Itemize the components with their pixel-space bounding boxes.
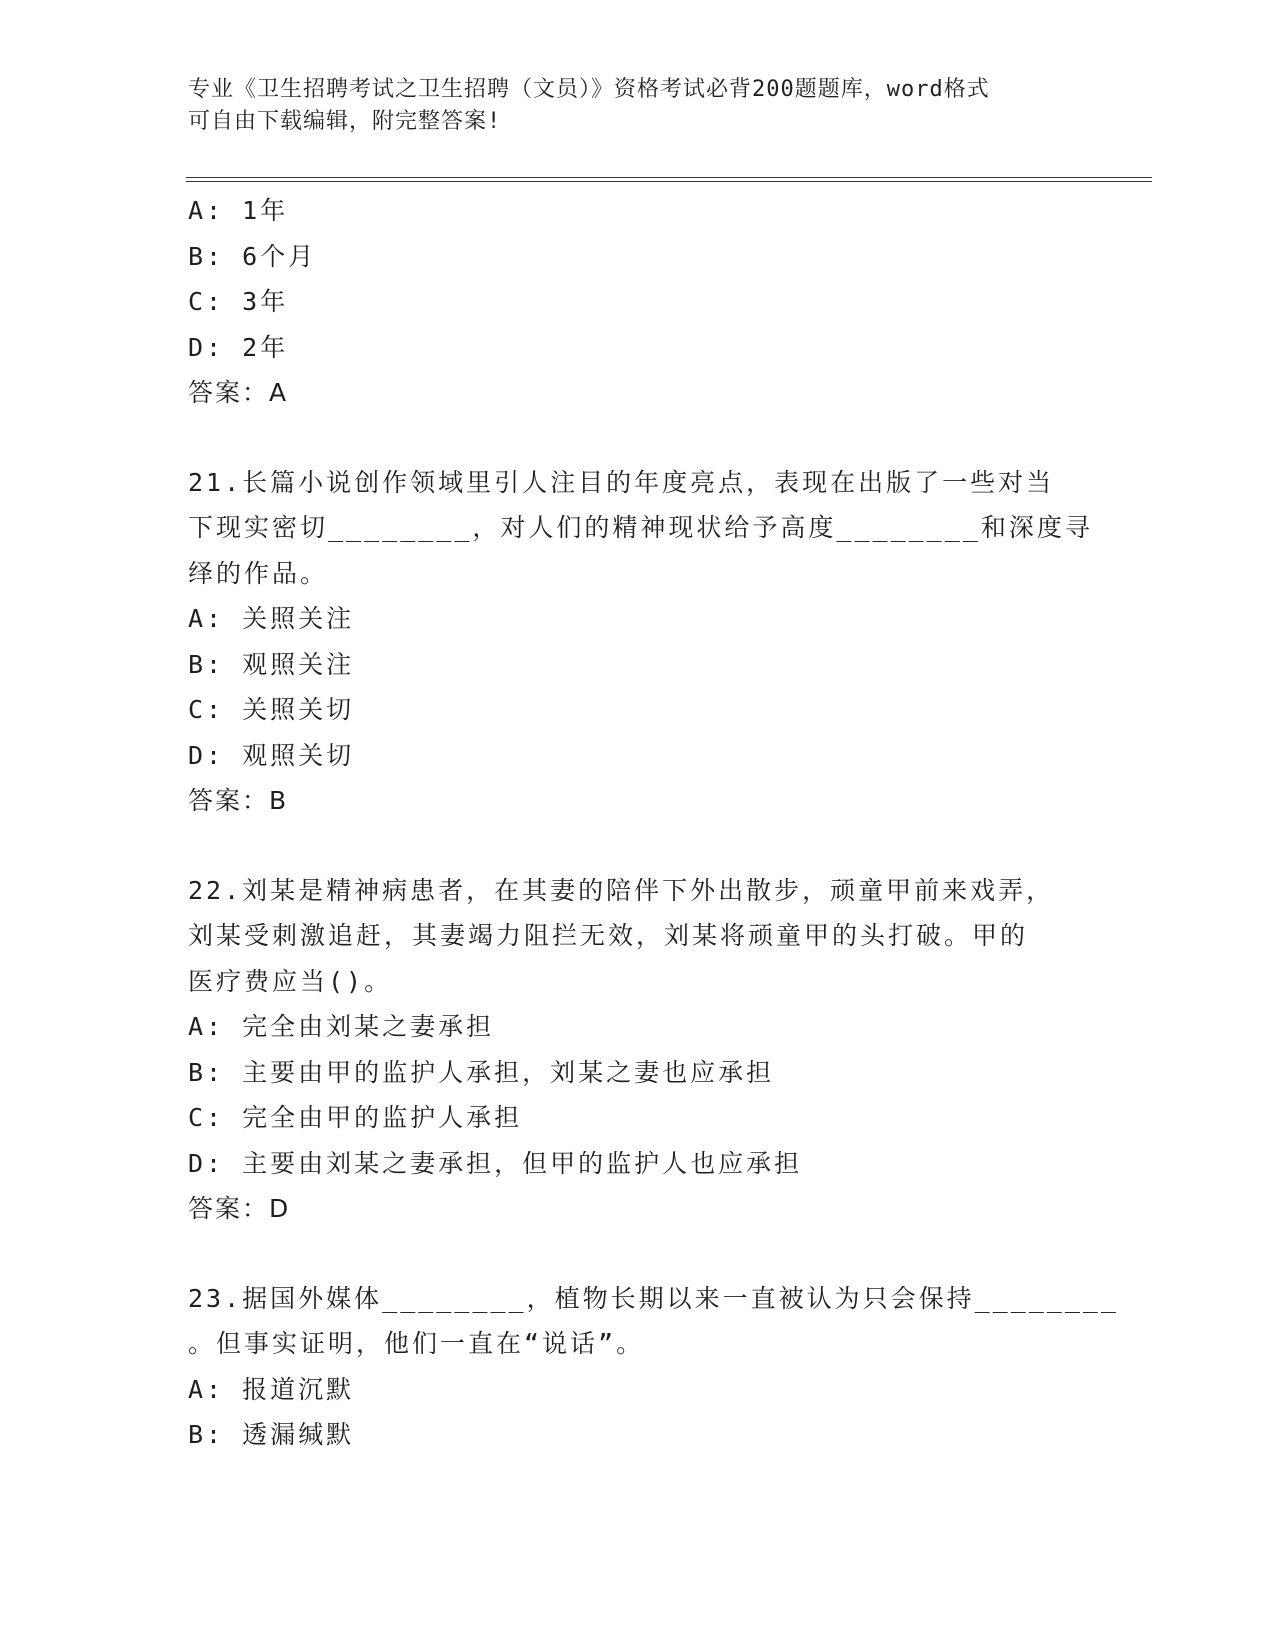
question-23 [188, 1276, 1119, 1458]
question-22 [188, 868, 1088, 1232]
question-stem-line: 医疗费应当()。 [188, 966, 393, 996]
document-header [188, 74, 1068, 138]
option-c: C: 关照关切 [188, 695, 355, 724]
option-a: A: 报道沉默 [188, 1374, 355, 1404]
option-d: D: 2年 [188, 332, 289, 362]
option-d: D: 观照关切 [188, 740, 355, 770]
option-c: C: 3年 [188, 287, 289, 316]
option-b: B: 观照关注 [188, 649, 355, 679]
option-d: D: 主要由刘某之妻承担，但甲的监护人也应承担 [188, 1148, 803, 1178]
spacer [188, 416, 1088, 460]
header-title-line-2: 可自由下载编辑，附完整答案! [188, 109, 502, 134]
option-c: C: 完全由甲的监护人承担 [188, 1103, 523, 1132]
option-b: B: 主要由甲的监护人承担，刘某之妻也应承担 [188, 1057, 775, 1087]
spacer [188, 824, 1088, 868]
question-21 [188, 460, 1093, 824]
answer-line: 答案：D [188, 1194, 291, 1223]
header-divider-top [186, 177, 1152, 178]
option-b: B: 透漏缄默 [188, 1420, 355, 1449]
spacer [188, 1232, 1088, 1276]
option-a: A: 1年 [188, 196, 289, 225]
option-b: B: 6个月 [188, 241, 317, 271]
question-stem-line: 21.长篇小说创作领域里引人注目的年度亮点，表现在出版了一些对当 [188, 467, 1055, 497]
answer-line: 答案：A [188, 378, 289, 407]
question-stem-line: 。但事实证明，他们一直在“说话”。 [188, 1329, 645, 1358]
header-title-line-1: 专业《卫生招聘考试之卫生招聘（文员）》资格考试必背200题题库，word格式 [188, 77, 990, 102]
question-stem-line: 23.据国外媒体________，植物长期以来一直被认为只会保持________ [188, 1283, 1119, 1313]
answer-line: 答案：B [188, 786, 289, 815]
question-stem-line: 绎的作品。 [188, 558, 329, 588]
question-stem-line: 22.刘某是精神病患者，在其妻的陪伴下外出散步，顽童甲前来戏弄， [188, 875, 1055, 905]
question-20-continued [188, 188, 1088, 416]
option-a: A: 关照关注 [188, 604, 355, 633]
question-stem-line: 刘某受刺激追赶，其妻竭力阻拦无效，刘某将顽童甲的头打破。甲的 [188, 921, 1029, 950]
option-a: A: 完全由刘某之妻承担 [188, 1012, 495, 1041]
header-divider-bottom [186, 181, 1152, 182]
question-stem-line: 下现实密切________，对人们的精神现状给予高度________和深度寻 [188, 513, 1093, 542]
question-list [188, 188, 1119, 1458]
